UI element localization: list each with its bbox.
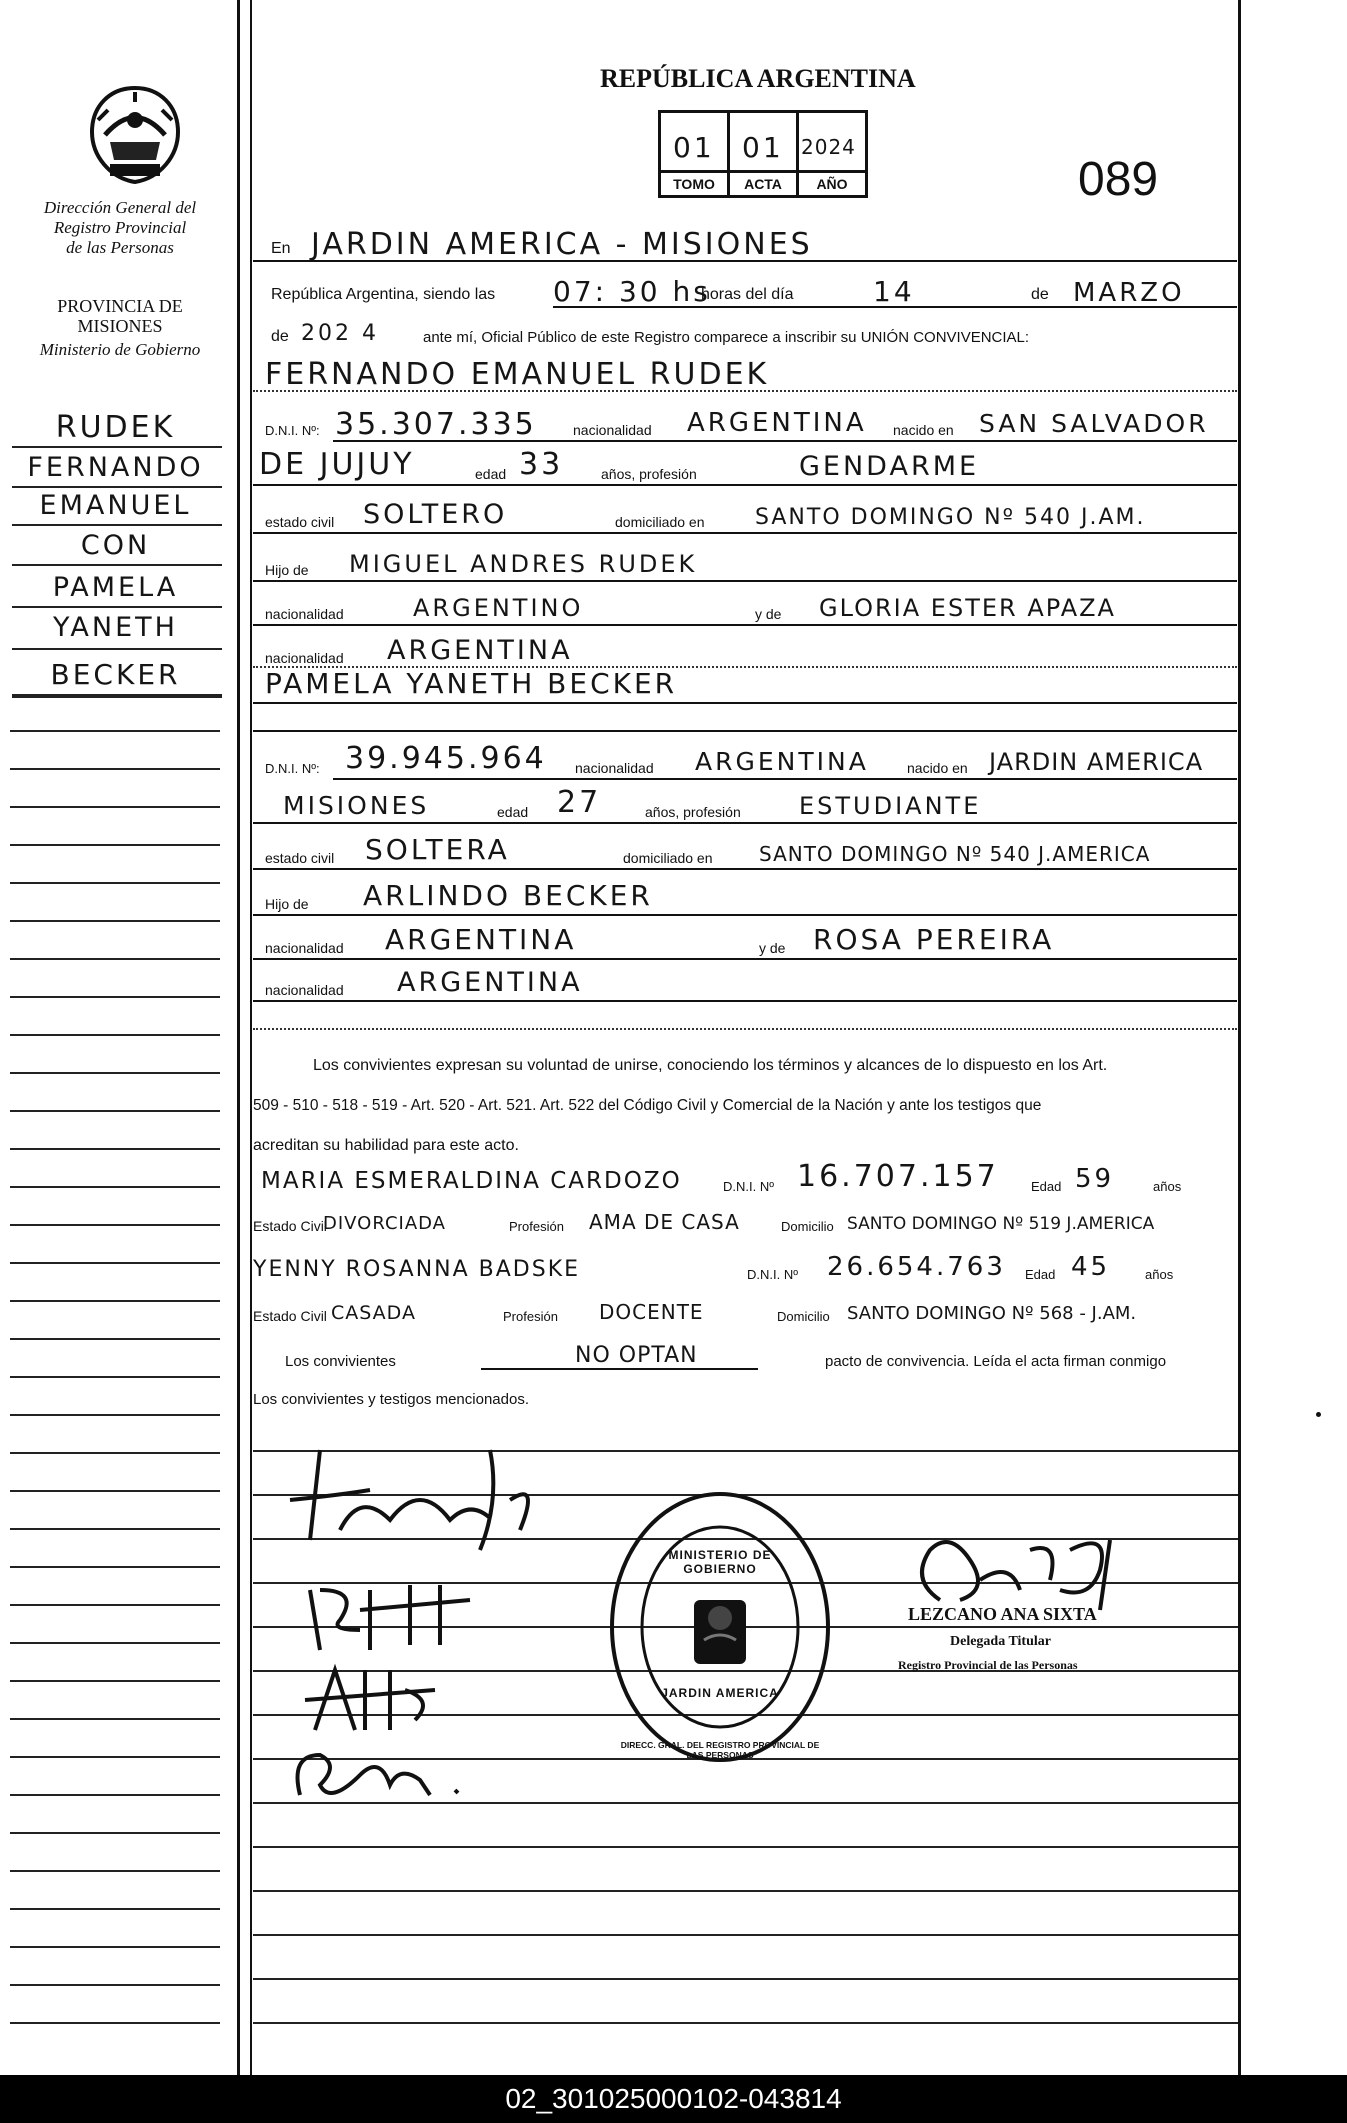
sidebar-rule (10, 1528, 220, 1530)
ano-cell (799, 113, 865, 195)
p1-edad: 33 (519, 447, 564, 482)
closing-text: Los convivientes y testigos mencionados. (253, 1391, 529, 1408)
w2-estado: CASADA (331, 1302, 416, 1324)
stamp-ring-label: DIRECC. GRAL. DEL REGISTRO PROVINCIAL DE LAS PERSONAS (620, 1740, 820, 1760)
ano-value: 2024 (801, 135, 856, 159)
tomo-label: TOMO (661, 170, 727, 195)
pacto-label: pacto de convivencia. Leída el acta firman conmigo (825, 1353, 1167, 1370)
edad-label: edad (475, 466, 507, 482)
p1-madre: GLORIA ESTER APAZA (819, 594, 1116, 622)
signature-4 (280, 1735, 480, 1815)
sidebar-rule (10, 1490, 220, 1492)
w2-domic: SANTO DOMINGO Nº 568 - J.AM. (847, 1303, 1137, 1324)
sidebar-rule (10, 768, 220, 770)
dni-label: D.N.I. Nº: (265, 423, 320, 438)
officer-name: LEZCANO ANA SIXTA (908, 1604, 1097, 1624)
acta-cell (730, 113, 799, 195)
year-value: 202 4 (301, 321, 379, 346)
domicilio2-label: Domicilio (777, 1309, 830, 1324)
p2-madre-nac: ARGENTINA (397, 967, 583, 998)
row-w2-name (253, 1246, 1237, 1290)
estado2-label: Estado Civil (253, 1218, 327, 1234)
row-p2-estado (253, 830, 1237, 874)
legal-text-2: 509 - 510 - 518 - 519 - Art. 520 - Art. 521. Art. 522 del Código Civil y Comercial de la Nación y ante los testigos que (253, 1097, 1042, 1114)
p2-birth-2: MISIONES (283, 791, 430, 820)
sidebar-rule (10, 1946, 220, 1948)
w2-edad: 45 (1071, 1252, 1111, 1282)
conv-label: Los convivientes (285, 1353, 396, 1370)
en-label: En (271, 240, 291, 257)
p2-madre: ROSA PEREIRA (813, 923, 1055, 956)
nac-label: nacionalidad (575, 760, 654, 776)
pacto-value: NO OPTAN (481, 1343, 758, 1370)
w2-dni: 26.654.763 (827, 1252, 1006, 1282)
nac-label: nacionalidad (265, 982, 344, 998)
left-inner-line (250, 0, 252, 2075)
province-line-1: PROVINCIA DE (57, 296, 183, 316)
nacido-label: nacido en (893, 422, 954, 438)
footer-bar (0, 2075, 1347, 2123)
signature-rule (253, 1978, 1238, 1980)
stamp-bottom-text: JARDIN AMERICA (661, 1686, 779, 1700)
p1-birth-1: SAN SALVADOR (979, 409, 1209, 438)
sidebar-rule (10, 1186, 220, 1188)
sidebar-rule (10, 1376, 220, 1378)
org-line-2: Registro Provincial (53, 218, 187, 237)
sidebar-rule (10, 730, 220, 732)
tomo-cell (661, 113, 730, 195)
signature-1 (280, 1440, 580, 1560)
stamp-inner-text: MINISTERIO DE GOBIERNO (668, 1548, 772, 1576)
dni-label: D.N.I. Nº: (265, 761, 320, 776)
signature-3 (295, 1660, 445, 1740)
sidebar-rule (10, 920, 220, 922)
org-line-3: de las Personas (66, 238, 174, 257)
row-p2-blank (253, 692, 1237, 736)
edad-label: edad (497, 804, 529, 820)
de-label: de (1031, 286, 1049, 303)
w1-domic: SANTO DOMINGO Nº 519 J.AMERICA (847, 1214, 1155, 1234)
sidebar-rule (10, 1680, 220, 1682)
time-value: 07: 30 hs (553, 275, 711, 308)
sidebar-rule (10, 1566, 220, 1568)
sidebar-name-2: FERNANDO (27, 452, 204, 483)
row-p1-name (253, 354, 1237, 398)
anos-prof-label: años, profesión (645, 804, 741, 820)
sidebar-rule (10, 806, 220, 808)
month-value: MARZO (1073, 278, 1185, 308)
sidebar-rule (10, 1148, 220, 1150)
document-title: REPÚBLICA ARGENTINA (600, 64, 916, 93)
sidebar-rule (10, 958, 220, 960)
ministry-name: Ministerio de Gobierno (39, 340, 201, 359)
sidebar-rule (10, 1756, 220, 1758)
row-w1-name (253, 1158, 1237, 1202)
domic-label: domiciliado en (615, 514, 705, 530)
sidebar-rule (10, 1110, 220, 1112)
sidebar-rule (10, 1034, 220, 1036)
sidebar-rule (10, 1870, 220, 1872)
p2-prof: ESTUDIANTE (799, 792, 982, 820)
sidebar-rule (10, 1718, 220, 1720)
anos-label: años (1145, 1267, 1174, 1282)
acta-label: ACTA (730, 170, 796, 195)
barcode-text: 02_301025000102-043814 (505, 2083, 842, 2114)
intro-label: República Argentina, siendo las (271, 286, 496, 303)
row-p1-dni (253, 402, 1237, 446)
p2-estado: SOLTERA (365, 833, 510, 866)
anos-label: años (1153, 1179, 1182, 1194)
edad2-label: Edad (1031, 1179, 1062, 1194)
w1-name: MARIA ESMERALDINA CARDOZO (261, 1168, 682, 1194)
sidebar-name-6: YANETH (53, 612, 178, 643)
sidebar-rule (10, 2022, 220, 2024)
sidebar-rule (10, 882, 220, 884)
signature-2 (300, 1570, 500, 1660)
edad2-label: Edad (1025, 1267, 1056, 1282)
p1-nac: ARGENTINA (687, 408, 867, 438)
w2-name: YENNY ROSANNA BADSKE (253, 1257, 581, 1282)
statement-text: ante mí, Oficial Público de este Registro comparece a inscribir su UNIÓN CONVIVENCIAL: (423, 329, 1030, 346)
row-pacto (253, 1334, 1237, 1378)
de2-label: de (271, 328, 289, 345)
signature-rule (253, 1846, 1238, 1848)
p1-madre-nac: ARGENTINA (387, 635, 573, 666)
day-value: 14 (873, 275, 915, 308)
ano-label: AÑO (799, 170, 865, 195)
row-p1-estado (253, 494, 1237, 538)
signature-rule (253, 1890, 1238, 1892)
row-place (253, 222, 1237, 266)
row-p2-madre (253, 920, 1237, 964)
nac-label: nacionalidad (265, 606, 344, 622)
p1-birth-2: DE JUJUY (259, 447, 415, 482)
signature-rule (253, 2022, 1238, 2024)
w1-estado: DIVORCIADA (323, 1213, 446, 1234)
p1-prof: GENDARME (799, 451, 980, 482)
row-p2-dni (253, 740, 1237, 784)
nacido-label: nacido en (907, 760, 968, 776)
row-p1-madre (253, 586, 1237, 630)
hijo-label: Hijo de (265, 896, 309, 912)
p2-domic: SANTO DOMINGO Nº 540 J.AMERICA (759, 842, 1151, 866)
sidebar-rule (10, 1452, 220, 1454)
w1-dni: 16.707.157 (797, 1159, 999, 1194)
place-value: JARDIN AMERICA - MISIONES (311, 227, 813, 262)
sidebar-rule (10, 1300, 220, 1302)
p1-padre: MIGUEL ANDRES RUDEK (349, 550, 698, 578)
officer-org: Registro Provincial de las Personas (898, 1658, 1078, 1672)
p1-name: FERNANDO EMANUEL RUDEK (265, 357, 770, 392)
profesion2-label: Profesión (503, 1309, 558, 1324)
row-p2-padre (253, 876, 1237, 920)
p2-name: PAMELA YANETH BECKER (265, 667, 678, 700)
sidebar-ruled-lines (0, 0, 240, 2075)
w2-prof: DOCENTE (599, 1300, 704, 1324)
right-margin-line (1238, 0, 1241, 2075)
acta-value: 01 (742, 131, 784, 164)
estado2-label: Estado Civil (253, 1308, 327, 1324)
sidebar-name-7: BECKER (50, 658, 181, 691)
row-w1-estado (253, 1198, 1237, 1242)
p2-birth-1: JARDIN AMERICA (989, 748, 1204, 776)
row-p1-edad (253, 446, 1237, 490)
tomo-acta-ano-box (658, 110, 868, 198)
row-p1-padre (253, 542, 1237, 586)
legal-text-1: Los convivientes expresan su voluntad de unirse, conociendo los términos y alcances de lo dispuesto en los Art. (313, 1057, 1108, 1074)
p2-padre: ARLINDO BECKER (363, 879, 653, 912)
estado-label: estado civil (265, 850, 335, 866)
province-line-2: MISIONES (77, 316, 163, 336)
nac-label: nacionalidad (265, 650, 344, 666)
profesion2-label: Profesión (509, 1219, 564, 1234)
sidebar-rule (10, 1414, 220, 1416)
domicilio2-label: Domicilio (781, 1219, 834, 1234)
legal-text-3: acreditan su habilidad para este acto. (253, 1137, 519, 1154)
p1-estado: SOLTERO (363, 499, 508, 530)
hijo-label: Hijo de (265, 562, 309, 578)
p2-edad: 27 (557, 785, 602, 820)
sidebar-name-4: CON (80, 530, 151, 561)
p1-padre-nac: ARGENTINO (413, 594, 584, 622)
record-number: 089 (1078, 153, 1159, 206)
sidebar-rule (10, 996, 220, 998)
officer-title: Delegada Titular (950, 1634, 1051, 1649)
row-w2-estado (253, 1288, 1237, 1332)
sidebar-rule (10, 1642, 220, 1644)
sidebar-rule (10, 1984, 220, 1986)
w1-edad: 59 (1075, 1164, 1115, 1194)
horas-label: horas del día (701, 286, 794, 303)
row-time (253, 268, 1237, 312)
p1-dni: 35.307.335 (335, 407, 537, 442)
sidebar-rule (10, 844, 220, 846)
row-p2-edad (253, 784, 1237, 828)
p1-domic: SANTO DOMINGO Nº 540 J.AM. (755, 505, 1146, 530)
estado-label: estado civil (265, 514, 335, 530)
sidebar-rule (10, 1908, 220, 1910)
official-stamp (608, 1490, 832, 1764)
yde-label: y de (759, 940, 786, 956)
p2-padre-nac: ARGENTINA (385, 923, 577, 956)
sidebar-rule (10, 1262, 220, 1264)
sidebar-rule (10, 1832, 220, 1834)
org-line-1: Dirección General del (43, 198, 197, 217)
dni2-label: D.N.I. Nº (723, 1179, 774, 1194)
sidebar-name-5: PAMELA (52, 572, 179, 603)
signature-rule (253, 1934, 1238, 1936)
nac-label: nacionalidad (573, 422, 652, 438)
sidebar-name-1: RUDEK (55, 410, 176, 445)
sidebar-rule (10, 1338, 220, 1340)
sidebar-name-3: EMANUEL (39, 490, 192, 521)
dni2-label: D.N.I. Nº (747, 1267, 798, 1282)
nac-label: nacionalidad (265, 940, 344, 956)
row-blank-dots (253, 992, 1237, 1036)
yde-label: y de (755, 606, 782, 622)
anos-prof-label: años, profesión (601, 466, 697, 482)
tomo-value: 01 (673, 131, 715, 164)
domic-label: domiciliado en (623, 850, 713, 866)
w1-prof: AMA DE CASA (589, 1210, 740, 1234)
sidebar-rule (10, 1224, 220, 1226)
sidebar-rule (10, 1794, 220, 1796)
sidebar-rule (10, 1604, 220, 1606)
row-statement (253, 310, 1237, 354)
sidebar-rule (10, 1072, 220, 1074)
scan-speck (1316, 1412, 1321, 1417)
p2-nac: ARGENTINA (695, 747, 869, 776)
p2-dni: 39.945.964 (345, 741, 547, 776)
